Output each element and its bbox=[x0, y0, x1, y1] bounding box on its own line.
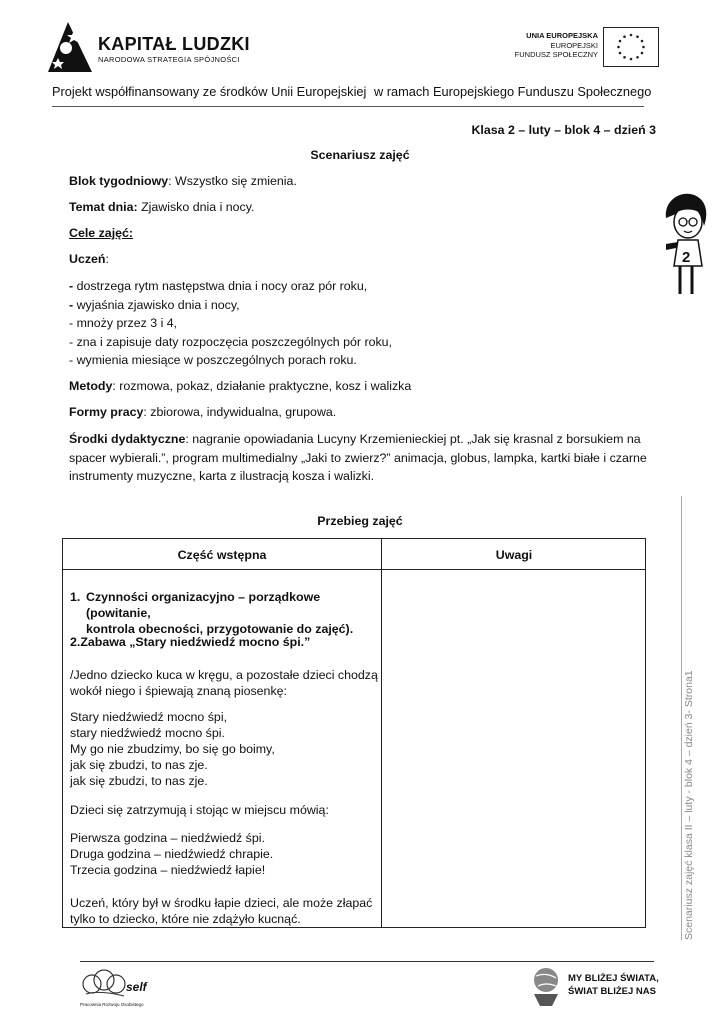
mascot-number: 2 bbox=[682, 249, 691, 266]
self-caption: Pracownia Rozwoju Osobistego bbox=[80, 1002, 144, 1007]
item-2: 2.Zabawa „Stary niedźwiedź mocno śpi.” bbox=[70, 635, 311, 649]
col-header-czesc: Część wstępna bbox=[177, 548, 267, 562]
side-footer-text: Scenariusz zajęć klasa II – luty - blok 4 – dzień 3- Strona1 bbox=[683, 670, 695, 940]
project-line-b: w ramach Europejskiego Funduszu Społecznego bbox=[373, 84, 652, 99]
cele-label: Cele zajęć: bbox=[69, 226, 134, 240]
metody-value: : rozmowa, pokaz, działanie praktyczne, kosz i walizka bbox=[112, 379, 412, 393]
uczen-label: Uczeń bbox=[69, 252, 106, 266]
col-header-uwagi: Uwagi bbox=[495, 548, 533, 562]
goal-item: - dostrzega rytm następstwa dnia i nocy oraz pór roku, bbox=[69, 279, 368, 293]
doc-title: Scenariusz zajęć bbox=[310, 148, 410, 162]
goal-item: - mnoży przez 3 i 4, bbox=[69, 316, 178, 330]
eu-flag bbox=[603, 27, 659, 67]
goal-item: - zna i zapisuje daty rozpoczęcia poszczególnych pór roku, bbox=[69, 334, 393, 349]
table-column-divider bbox=[381, 539, 382, 927]
srodki-label: Środki dydaktyczne bbox=[69, 432, 186, 446]
uczen-colon: : bbox=[105, 252, 109, 266]
metody-line bbox=[69, 378, 411, 394]
instruction-paragraph: /Jedno dziecko kuca w kręgu, a pozostałe dzieci chodzą wokół niego i śpiewają znaną piosenkę: bbox=[70, 668, 378, 698]
project-line-a: Projekt współfinansowany ze środków Unii Europejskiej bbox=[52, 84, 367, 99]
logo-title: KAPITAŁ LUDZKI bbox=[98, 34, 250, 54]
eu-title: UNIA EUROPEJSKA bbox=[526, 31, 598, 40]
table-header-divider bbox=[63, 569, 645, 570]
lesson-table bbox=[62, 538, 646, 928]
hours-list: Pierwsza godzina – niedźwiedź śpi. Druga godzina – niedźwiedź chrapie. Trzecia godzina – niedźwiedź łapie! bbox=[70, 831, 274, 877]
goal-item: - wymienia miesiące w poszczególnych porach roku. bbox=[69, 353, 357, 367]
temat-label: Temat dnia: bbox=[69, 200, 138, 214]
song-lyrics: Stary niedźwiedź mocno śpi, stary niedźwiedź mocno śpi. My go nie zbudzimy, bo się go boimy, jak się zbudzi, to nas zje. jak się zbudzi, to nas zje. bbox=[70, 710, 275, 788]
goal-item: - wyjaśnia zjawisko dnia i nocy, bbox=[69, 297, 240, 312]
globe-logo bbox=[530, 964, 562, 1008]
goal-dash: - bbox=[69, 279, 74, 293]
kapital-ludzki-logo-icon bbox=[44, 18, 96, 74]
project-line bbox=[52, 84, 651, 99]
footer-right-line2: ŚWIAT BLIŻEJ NAS bbox=[568, 986, 656, 997]
catch-paragraph: Uczeń, który był w środku łapie dzieci, ale może złapać tylko to dziecko, które nie zdążyło kucnąć. bbox=[70, 896, 373, 926]
side-vertical-line bbox=[681, 496, 682, 940]
globe-hands-icon bbox=[530, 964, 562, 1008]
logo-subtitle: NARODOWA STRATEGIA SPÓJNOŚCI bbox=[98, 55, 240, 64]
blok-label: Blok tygodniowy bbox=[69, 174, 169, 188]
eu-stars-icon bbox=[604, 28, 658, 66]
goals-list bbox=[69, 277, 392, 370]
temat-value: Zjawisko dnia i nocy. bbox=[137, 200, 255, 214]
self-logo bbox=[80, 966, 152, 1010]
srodki-line: spacer wybierali.”, program multimedialny „Jaki to zwierz?” animacja, globus, lampka, kartki białe i czarne bbox=[69, 450, 647, 465]
formy-value: : zbiorowa, indywidualna, grupowa. bbox=[143, 405, 337, 419]
kapital-ludzki-logo bbox=[44, 18, 96, 74]
formy-line bbox=[69, 404, 336, 420]
mascot-girl-icon bbox=[662, 192, 710, 296]
goal-dash: - bbox=[69, 297, 74, 312]
przebieg-title: Przebieg zajęć bbox=[317, 514, 403, 528]
blok-line bbox=[69, 173, 297, 189]
class-info: Klasa 2 – luty – blok 4 – dzień 3 bbox=[471, 123, 656, 137]
temat-line bbox=[69, 199, 254, 215]
self-logo-text: self bbox=[126, 980, 147, 994]
srodki-block: Środki dydaktyczne: nagranie opowiadania Lucyny Krzemienieckiej pt. „Jak się krasnal z borsukiem na spacer wybierali.”, program multimedialny „Jaki to zwierz?” animacja, globus, lampka, kartki białe i czarne instrumenty muzyczne, karta z ilustracją kosza i walizki. bbox=[69, 430, 659, 486]
footer-divider bbox=[80, 961, 654, 962]
stop-paragraph: Dzieci się zatrzymują i stojąc w miejscu mówią: bbox=[70, 803, 329, 817]
item-1-number: 1. bbox=[70, 590, 81, 604]
mascot bbox=[662, 192, 710, 296]
blok-value: : Wszystko się zmienia. bbox=[168, 174, 297, 188]
item-1: 1. Czynności organizacyjno – porządkowe (powitanie, kontrola obecności, przygotowanie do zajęć). bbox=[70, 590, 354, 636]
header-divider bbox=[52, 106, 644, 107]
eu-line2: EUROPEJSKI bbox=[550, 41, 598, 50]
srodki-line: instrumenty muzyczne, karta z ilustracją kosza i walizki. bbox=[69, 469, 375, 483]
formy-label: Formy pracy bbox=[69, 405, 144, 419]
eu-line3: FUNDUSZ SPOŁECZNY bbox=[514, 50, 598, 59]
footer-right-line1: MY BLIŻEJ ŚWIATA, bbox=[568, 973, 659, 984]
metody-label: Metody bbox=[69, 379, 113, 393]
uczen-line bbox=[69, 251, 109, 267]
